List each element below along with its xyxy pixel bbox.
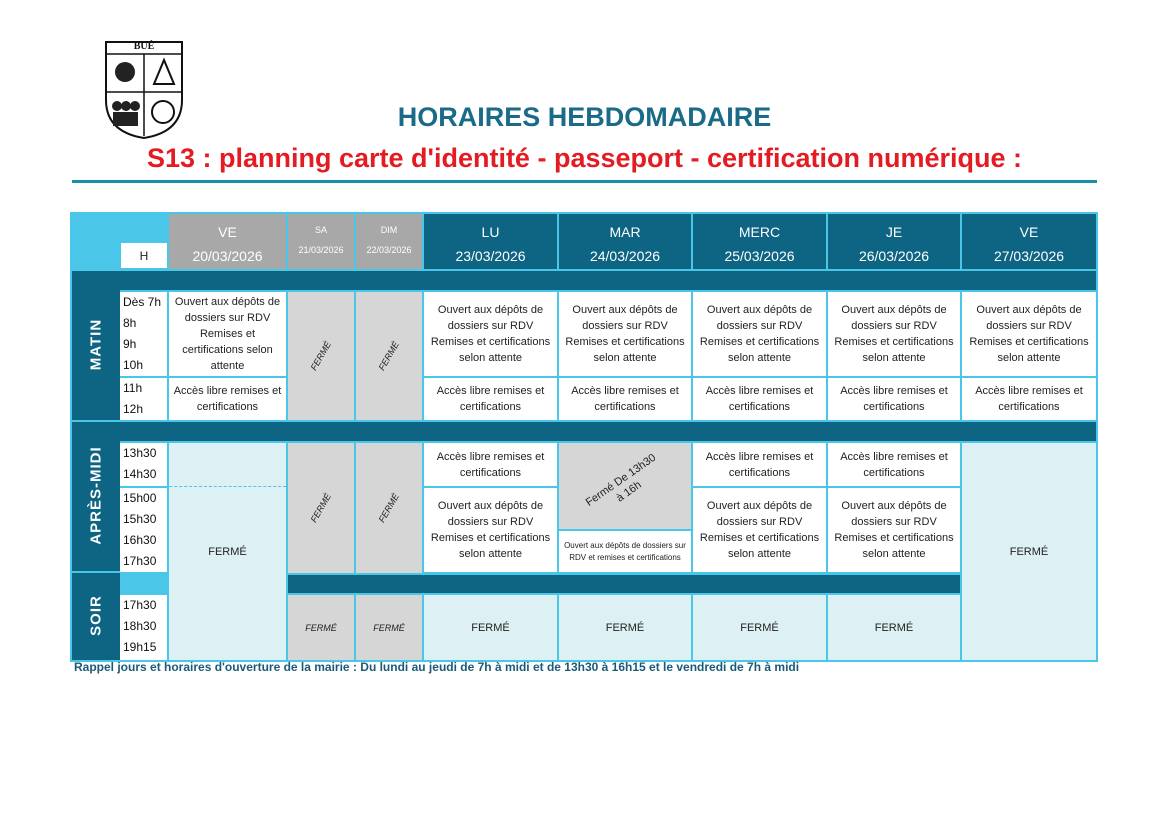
- hours-matin-a: [120, 292, 167, 376]
- closed-label: FERMÉ: [376, 339, 402, 373]
- header-corner-top: [120, 214, 168, 241]
- closed-label: FERMÉ: [308, 339, 334, 373]
- cell-mon-afternoon-depot: Ouvert aux dépôts de dossiers sur RDV Remises et certifications selon attente: [424, 488, 557, 572]
- separator-matin: [120, 271, 1096, 290]
- hour-label: 8h: [123, 316, 137, 330]
- day-header-sun: [356, 214, 422, 269]
- crest-text: BUÉ: [133, 41, 155, 52]
- hour-label: 14h30: [123, 467, 157, 481]
- day-header-mon: [424, 214, 557, 269]
- cell-fri1-afternoon-closed: FERMÉ: [169, 443, 286, 660]
- cell-thu-evening-closed: FERMÉ: [828, 595, 960, 660]
- cell-thu-matin-depot: Ouvert aux dépôts de dossiers sur RDV Remises et certifications selon attente: [828, 292, 960, 376]
- closed-label: FERMÉ: [376, 491, 402, 525]
- day-name: VE: [1019, 224, 1039, 240]
- dashed-divider: [120, 486, 286, 487]
- day-date: 26/03/2026: [858, 248, 930, 264]
- day-date: 21/03/2026: [298, 245, 344, 255]
- day-header-fri-2: [962, 214, 1096, 269]
- hour-label: 9h: [123, 337, 137, 351]
- closed-label: FERMÉ: [373, 622, 405, 633]
- day-header-fri-1: [169, 214, 286, 269]
- hour-label: 15h30: [123, 512, 157, 526]
- day-name: VE: [218, 224, 237, 240]
- day-header-wed: [693, 214, 826, 269]
- cell-fri2-matin-acces: Accès libre remises et certifications: [962, 378, 1096, 420]
- hours-am-a: [120, 443, 167, 486]
- closed-label: FERMÉ: [305, 622, 337, 633]
- hour-label: 18h30: [123, 619, 157, 633]
- hour-label: 11h: [123, 381, 143, 395]
- header-corner: [72, 214, 120, 269]
- day-header-thu: [828, 214, 960, 269]
- section-label-soir: SOIR: [87, 595, 105, 636]
- hours-matin-b: [120, 378, 167, 420]
- day-name: LU: [481, 224, 500, 240]
- cell-wed-matin-depot: Ouvert aux dépôts de dossiers sur RDV Remises et certifications selon attente: [693, 292, 826, 376]
- hour-label: 17h30: [123, 554, 157, 568]
- cell-sun-evening-closed: [356, 595, 422, 660]
- day-date: 23/03/2026: [455, 248, 526, 264]
- separator-soir: [288, 575, 960, 593]
- cell-fri1-matin-acces: Accès libre remises et certifications: [169, 378, 286, 420]
- hour-label: 17h30: [123, 598, 157, 612]
- hour-label: Dès 7h: [123, 295, 162, 309]
- page-subtitle: S13 : planning carte d'identité - passeport - certification numérique :: [146, 143, 1023, 173]
- cell-sat-matin-closed: [288, 292, 354, 420]
- closed-label: FERMÉ: [308, 491, 334, 525]
- section-label-apres-midi: APRÈS-MIDI: [87, 446, 105, 545]
- day-name: JE: [885, 224, 903, 240]
- section-label-matin: MATIN: [87, 318, 105, 371]
- cell-wed-afternoon-acces: Accès libre remises et certifications: [693, 443, 826, 486]
- cell-fri1-matin-depot: Ouvert aux dépôts de dossiers sur RDV Remises et certifications selon attente: [169, 292, 286, 376]
- hour-label: 10h: [123, 358, 144, 372]
- hour-label: 12h: [123, 402, 144, 416]
- cell-sat-evening-closed: [288, 595, 354, 660]
- separator-apres-midi: [120, 422, 1096, 441]
- cell-wed-evening-closed: FERMÉ: [693, 595, 826, 660]
- cell-mon-matin-depot: Ouvert aux dépôts de dossiers sur RDV Remises et certifications selon attente: [424, 292, 557, 376]
- cell-tue-matin-depot: Ouvert aux dépôts de dossiers sur RDV Remises et certifications selon attente: [559, 292, 691, 376]
- cell-sun-matin-closed: [356, 292, 422, 420]
- footer-note: Rappel jours et horaires d'ouverture de la mairie : Du lundi au jeudi de 7h à midi et de 13h30 à 16h15 et le vendredi de 7h à midi: [74, 660, 800, 674]
- cell-sun-afternoon-closed: [356, 443, 422, 573]
- hours-soir: [120, 595, 167, 660]
- cell-mon-evening-closed: FERMÉ: [424, 595, 557, 660]
- day-header-sat: [288, 214, 354, 269]
- cell-tue-afternoon-depot: Ouvert aux dépôts de dossiers sur RDV et remises et certifications: [559, 531, 691, 572]
- cell-wed-afternoon-depot: Ouvert aux dépôts de dossiers sur RDV Remises et certifications selon attente: [693, 488, 826, 572]
- day-date: 27/03/2026: [993, 248, 1065, 264]
- closed-label-tuesday: Fermé De 13h30 à 16h: [583, 451, 659, 509]
- day-date: 20/03/2026: [192, 248, 263, 264]
- cell-thu-afternoon-acces: Accès libre remises et certifications: [828, 443, 960, 486]
- hour-label: 13h30: [123, 446, 157, 460]
- cell-fri2-matin-depot: Ouvert aux dépôts de dossiers sur RDV Remises et certifications selon attente: [962, 292, 1096, 376]
- hour-label: 15h00: [123, 491, 157, 505]
- cell-sat-afternoon-closed: [288, 443, 354, 573]
- day-header-tue: [559, 214, 691, 269]
- title-divider: [72, 180, 1097, 183]
- day-name: DIM: [380, 225, 398, 235]
- day-name: MERC: [738, 224, 781, 240]
- cell-tue-matin-acces: Accès libre remises et certifications: [559, 378, 691, 420]
- cell-fri2-afternoon-closed: FERMÉ: [962, 443, 1096, 660]
- day-name: SA: [314, 225, 327, 235]
- cell-thu-matin-acces: Accès libre remises et certifications: [828, 378, 960, 420]
- cell-wed-matin-acces: Accès libre remises et certifications: [693, 378, 826, 420]
- day-date: 22/03/2026: [366, 245, 412, 255]
- cell-tue-afternoon-closed: [559, 443, 691, 529]
- cell-mon-matin-acces: Accès libre remises et certifications: [424, 378, 557, 420]
- day-date: 24/03/2026: [589, 248, 661, 264]
- hour-column-header: H: [121, 243, 167, 268]
- hour-label: 16h30: [123, 533, 157, 547]
- day-date: 25/03/2026: [724, 248, 795, 264]
- day-name: MAR: [609, 224, 641, 240]
- hours-am-b: [120, 488, 167, 572]
- cell-tue-evening-closed: FERMÉ: [559, 595, 691, 660]
- cell-mon-afternoon-acces: Accès libre remises et certifications: [424, 443, 557, 486]
- page-title: HORAIRES HEBDOMADAIRE: [397, 102, 772, 132]
- cell-thu-afternoon-depot: Ouvert aux dépôts de dossiers sur RDV Remises et certifications selon attente: [828, 488, 960, 572]
- hour-label: 19h15: [123, 640, 157, 654]
